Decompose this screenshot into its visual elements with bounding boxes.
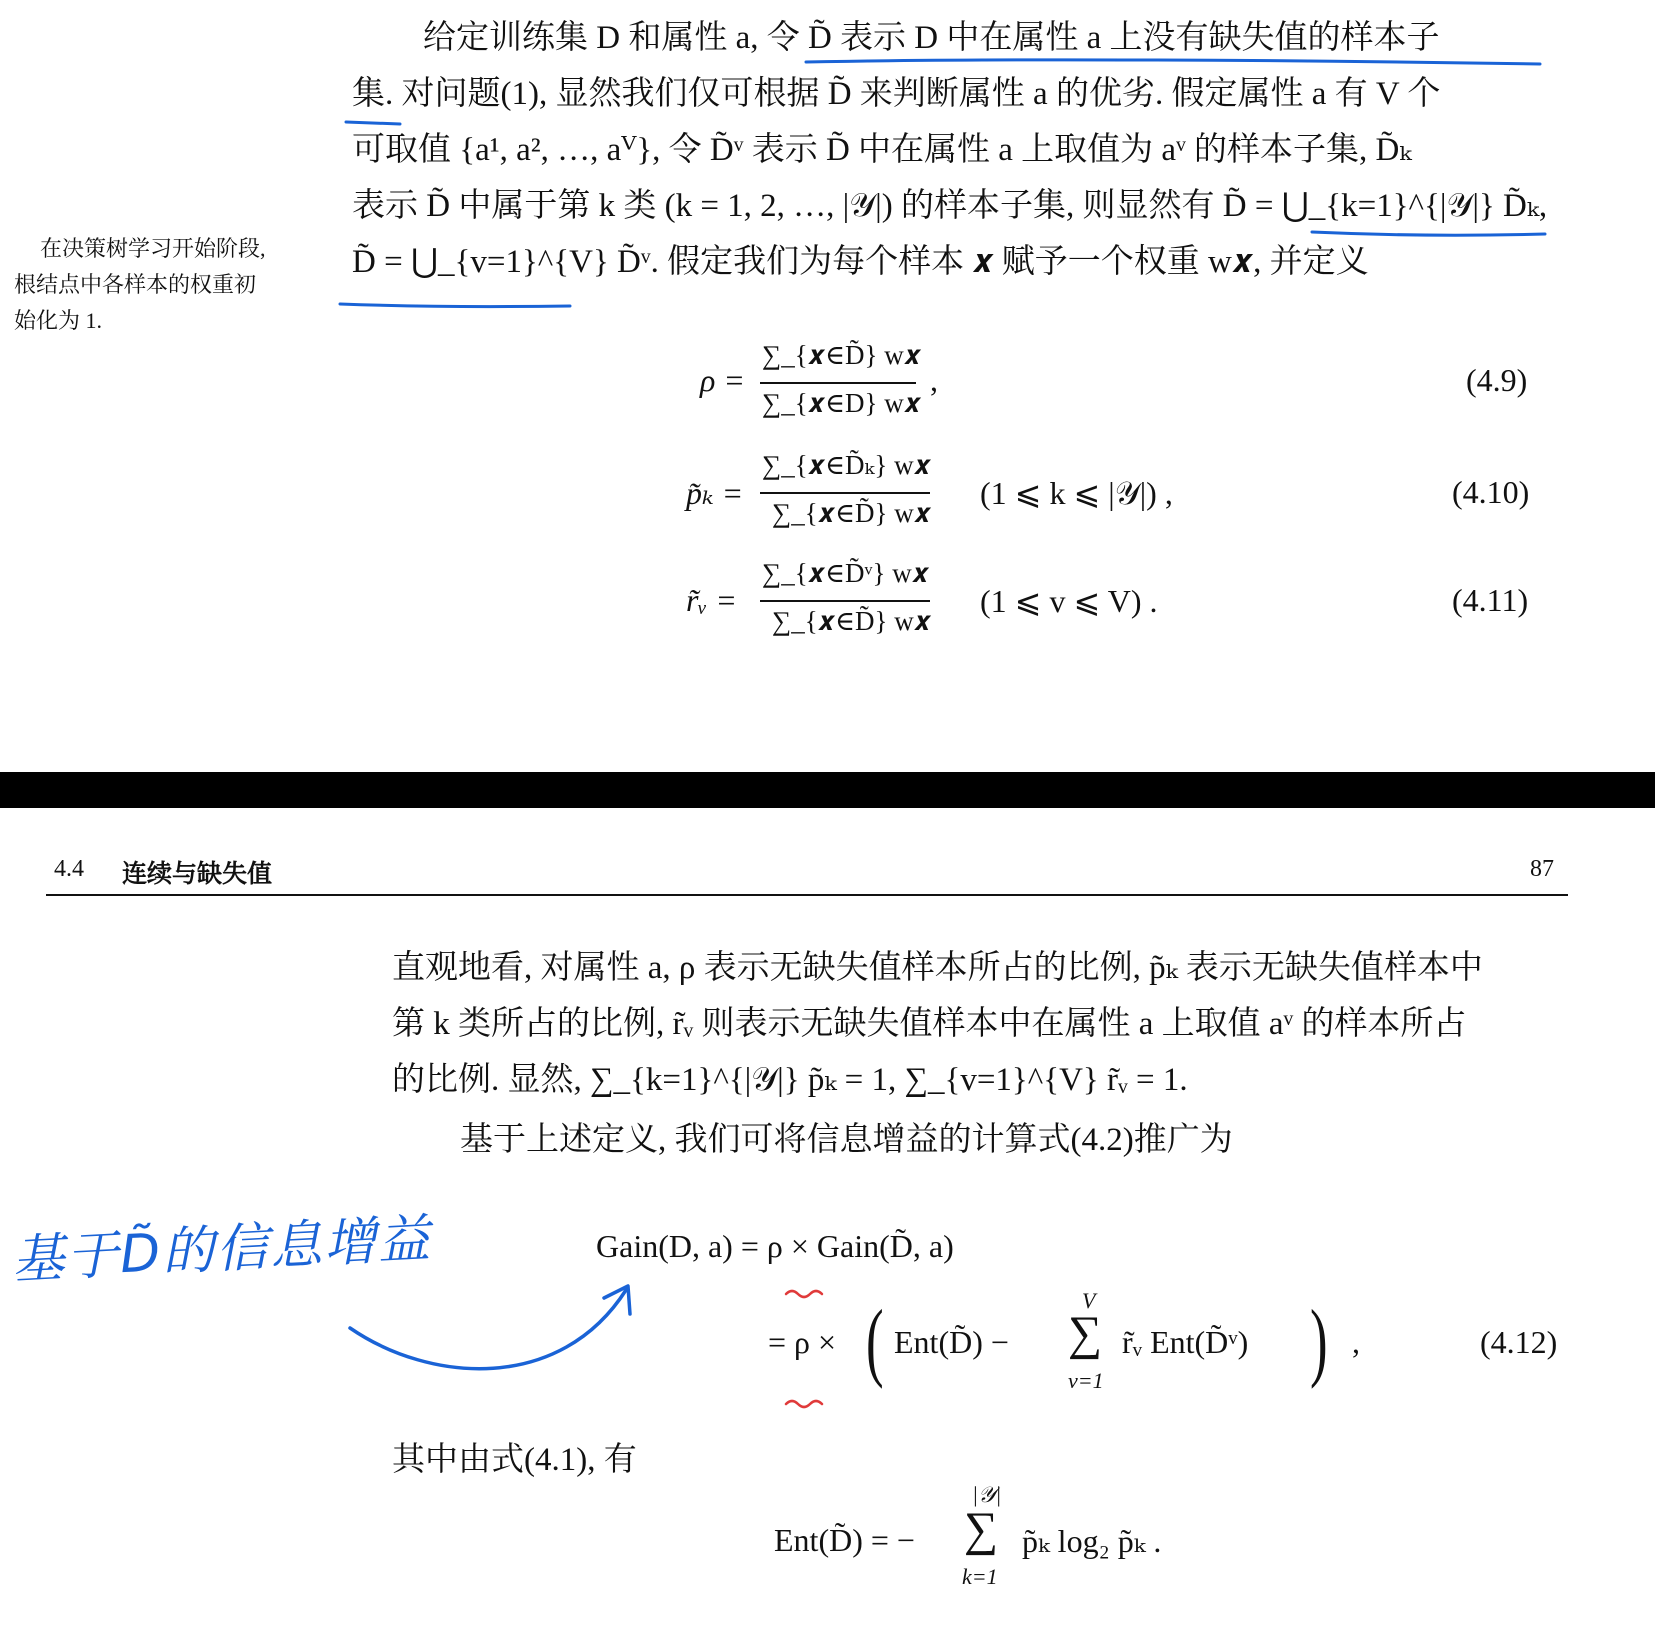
- eq-4-12-ent-term: Ent(D̃) −: [894, 1324, 1009, 1360]
- eq-4-12-line-1: Gain(D, a) = ρ × Gain(D̃, a): [596, 1228, 954, 1264]
- top-page: [0, 0, 1655, 772]
- ent-eq-rhs: p̃ₖ log₂ p̃ₖ .: [1022, 1523, 1162, 1559]
- eq-4-10-numerator: ∑_{𝒙∈D̃ₖ} w𝒙: [762, 450, 931, 480]
- eq-4-11-lhs: r̃ᵥ =: [686, 582, 737, 618]
- red-squiggle-2: [786, 1401, 822, 1407]
- eq-4-12-sum-top: V: [1082, 1288, 1096, 1313]
- margin-note-line-1: 在决策树学习开始阶段,: [40, 236, 266, 261]
- page-divider-band: [0, 772, 1655, 808]
- page-number: 87: [1530, 856, 1554, 882]
- red-squiggle-1: [786, 1291, 822, 1297]
- eq-4-10-fraction-bar: [760, 492, 930, 494]
- underline-stroke-3: [1312, 232, 1545, 235]
- eq-4-11-denominator: ∑_{𝒙∈D̃} w𝒙: [772, 606, 932, 636]
- eq-4-12-line-2-prefix: = ρ ×: [768, 1324, 837, 1360]
- eq-4-10-denominator: ∑_{𝒙∈D̃} w𝒙: [772, 498, 932, 528]
- top-text-line-2: 集. 对问题(1), 显然我们仅可根据 D̃ 来判断属性 a 的优劣. 假定属性 a 有 V 个: [352, 76, 1441, 112]
- margin-note-line-3: 始化为 1.: [14, 308, 103, 333]
- eq-4-9-tail: ,: [930, 362, 938, 398]
- eq-4-9-denominator: ∑_{𝒙∈D} w𝒙: [762, 388, 922, 418]
- eq-4-11-number: (4.11): [1452, 582, 1529, 618]
- para3: 其中由式(4.1), 有: [392, 1442, 637, 1478]
- top-text-line-1: 给定训练集 D 和属性 a, 令 D̃ 表示 D 中在属性 a 上没有缺失值的样本子: [423, 20, 1440, 56]
- section-number: 4.4: [54, 856, 84, 882]
- eq-4-12-big-left-paren: (: [866, 1293, 884, 1390]
- para1-line-2: 第 k 类所占的比例, r̃ᵥ 则表示无缺失值样本中在属性 a 上取值 aᵛ 的样本所占: [392, 1006, 1467, 1042]
- eq-4-10-number: (4.10): [1452, 474, 1530, 510]
- handwritten-arrow: [350, 1290, 626, 1369]
- eq-4-12-sum-symbol: ∑: [1068, 1307, 1103, 1360]
- eq-4-11-fraction-bar: [760, 600, 930, 602]
- handwritten-arrowhead: [604, 1286, 630, 1314]
- underline-stroke-2: [346, 122, 400, 124]
- eq-4-10-condition: (1 ⩽ k ⩽ |𝒴|) ,: [980, 475, 1173, 511]
- top-text-line-4: 表示 D̃ 中属于第 k 类 (k = 1, 2, …, |𝒴|) 的样本子集, 则显然有 D̃ = ⋃_{k=1}^{|𝒴|} D̃ₖ,: [352, 188, 1548, 224]
- underline-stroke-4: [340, 304, 570, 307]
- eq-4-11-numerator: ∑_{𝒙∈D̃ᵛ} w𝒙: [762, 558, 930, 588]
- eq-4-9-numerator: ∑_{𝒙∈D̃} w𝒙: [762, 340, 922, 370]
- eq-4-9-fraction-bar: [760, 382, 916, 384]
- ent-eq-sum-symbol: ∑: [964, 1503, 999, 1556]
- eq-4-12-r-term: r̃ᵥ Ent(D̃ᵛ): [1122, 1324, 1249, 1360]
- margin-note-line-2: 根结点中各样本的权重初: [14, 272, 257, 297]
- section-title: 连续与缺失值: [122, 859, 273, 888]
- eq-4-9-number: (4.9): [1466, 362, 1528, 398]
- handwritten-note: 基于D̃的信息增益: [10, 1208, 434, 1291]
- eq-4-12-big-right-paren: ): [1310, 1293, 1328, 1390]
- eq-4-12-tail: ,: [1352, 1324, 1360, 1360]
- top-text-line-3: 可取值 {a¹, a², …, aⱽ}, 令 D̃ᵛ 表示 D̃ 中在属性 a 上取值为 aᵛ 的样本子集, D̃ₖ: [352, 132, 1412, 168]
- ent-eq-sum-top: |𝒴|: [972, 1482, 1002, 1507]
- eq-4-12-number: (4.12): [1480, 1324, 1558, 1360]
- underline-stroke-1: [806, 60, 1540, 64]
- header-rule: [46, 894, 1568, 896]
- para1-line-1: 直观地看, 对属性 a, ρ 表示无缺失值样本所占的比例, p̃ₖ 表示无缺失值样本中: [392, 950, 1483, 986]
- eq-4-9-lhs: ρ =: [700, 362, 745, 398]
- ent-eq-sum-bottom: k=1: [962, 1564, 998, 1589]
- top-annotation-overlay: [0, 0, 1655, 772]
- eq-4-11-condition: (1 ⩽ v ⩽ V) .: [980, 583, 1158, 619]
- eq-4-12-sum-bottom: v=1: [1068, 1368, 1104, 1393]
- para2: 基于上述定义, 我们可将信息增益的计算式(4.2)推广为: [460, 1122, 1233, 1158]
- eq-4-10-lhs: p̃ₖ =: [686, 475, 744, 511]
- top-text-line-5: D̃ = ⋃_{v=1}^{V} D̃ᵛ. 假定我们为每个样本 𝒙 赋予一个权重 w𝒙, 并定义: [352, 244, 1369, 280]
- ent-eq-lhs: Ent(D̃) = −: [774, 1522, 915, 1558]
- para1-line-3: 的比例. 显然, ∑_{k=1}^{|𝒴|} p̃ₖ = 1, ∑_{v=1}^{V} r̃ᵥ = 1.: [392, 1062, 1188, 1098]
- bottom-page: [0, 808, 1655, 1627]
